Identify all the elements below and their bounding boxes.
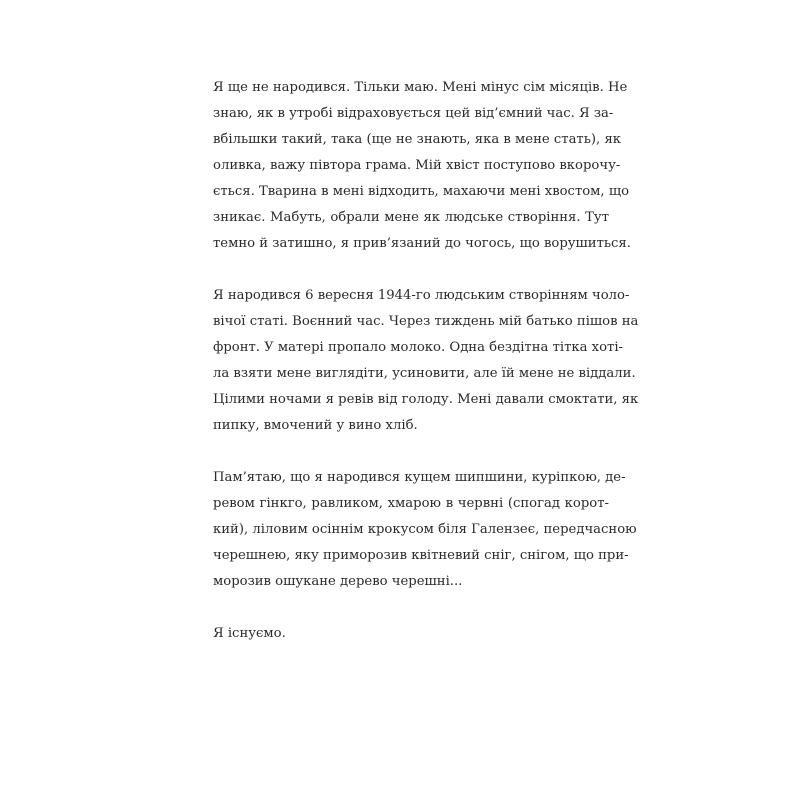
text-line: вічої статі. Воєнний час. Через тиждень мій батько пішов на: [213, 314, 639, 329]
text-line: фронт. У матері пропало молоко. Одна бездітна тітка хоті-: [213, 340, 624, 355]
text-line: черешнею, яку приморозив квітневий сніг, снігом, що при-: [213, 548, 629, 563]
text-line: ревом гінкго, равликом, хмарою в червні (спогад корот-: [213, 496, 609, 511]
text-line: пипку, вмочений у вино хліб.: [213, 418, 418, 433]
text-line: зникає. Мабуть, обрали мене як людське створіння. Тут: [213, 210, 609, 225]
paragraph-4: [213, 621, 609, 647]
text-line: Я існуємо.: [213, 626, 286, 641]
text-line: Я ще не народився. Тільки маю. Мені мінус сім місяців. Не: [213, 80, 628, 95]
paragraph-2: [213, 283, 639, 439]
text-line: вбільшки такий, така (ще не знають, яка в мене стать), як: [213, 132, 622, 147]
text-line: Пам’ятаю, що я народився кущем шипшини, куріпкою, де-: [213, 470, 626, 485]
text-line: ла взяти мене виглядіти, усиновити, але їй мене не віддали.: [213, 366, 636, 381]
paragraph-1: [213, 75, 631, 257]
paragraph-3: [213, 465, 637, 595]
text-line: Цілими ночами я ревів від голоду. Мені давали смоктати, як: [213, 392, 639, 407]
text-line: оливка, важу півтора грама. Мій хвіст поступово вкорочу-: [213, 158, 621, 173]
text-line: знаю, як в утробі відраховується цей від’ємний час. Я за-: [213, 106, 614, 121]
text-line: морозив ошуканe дерево черешні...: [213, 574, 463, 589]
text-line: кий), ліловим осіннім крокусом біля Галензеє, передчасною: [213, 522, 637, 537]
text-line: Я народився 6 вересня 1944-го людським створінням чоло-: [213, 288, 630, 303]
page-text: [213, 75, 639, 673]
text-line: ється. Тварина в мені відходить, махаючи мені хвостом, що: [213, 184, 630, 199]
text-line: темно й затишно, я прив’язаний до чогось, що ворушиться.: [213, 236, 631, 251]
